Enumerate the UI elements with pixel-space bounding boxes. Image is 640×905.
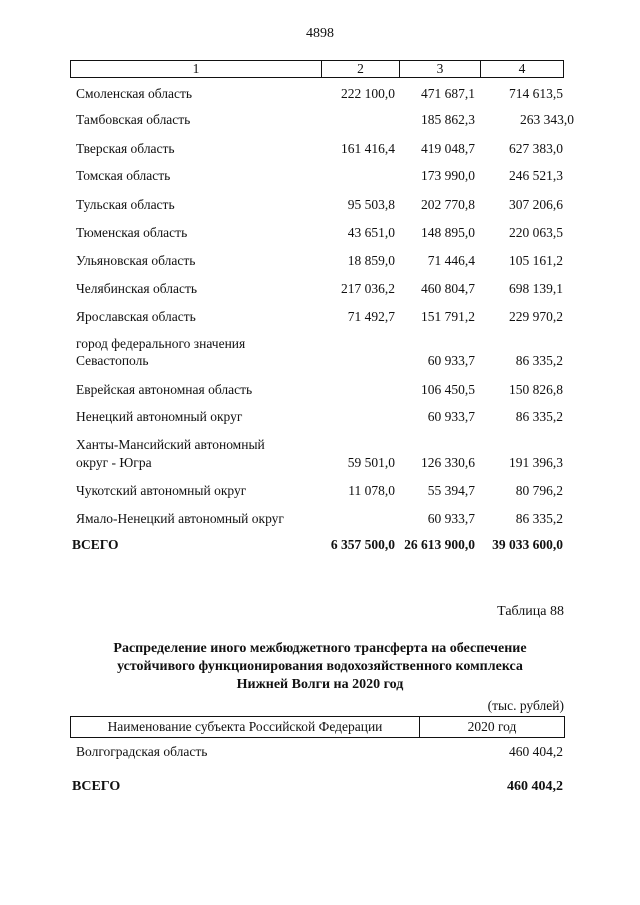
table1-header — [70, 60, 564, 78]
value-col-3: 60 933,7 — [427, 353, 475, 368]
value-col-3: 148 895,0 — [421, 225, 475, 240]
value-2020: 460 404,2 — [509, 744, 563, 759]
total-col-2: 6 357 500,0 — [330, 537, 395, 552]
region-name: Челябинская область — [76, 281, 198, 296]
value-col-3: 71 446,4 — [427, 253, 475, 268]
value-col-3: 106 450,5 — [421, 382, 475, 397]
value-col-2: 95 503,8 — [347, 197, 395, 212]
value-col-3: 55 394,7 — [427, 483, 475, 498]
table-title-line-2: устойчивого функционирования водохозяйственного комплекса — [117, 659, 523, 674]
page-number: 4898 — [306, 26, 334, 41]
total-col-4: 39 033 600,0 — [492, 537, 563, 552]
table1-header-col-1: 1 — [71, 61, 322, 77]
region-name: Тверская область — [76, 141, 175, 156]
region-name: Томская область — [76, 168, 171, 183]
region-name-line-2: округ - Югра — [76, 455, 152, 470]
region-name: Ульяновская область — [76, 253, 196, 268]
value-col-4: 627 383,0 — [509, 141, 563, 156]
region-name: Тюменская область — [76, 225, 188, 240]
value-col-4: 105 161,2 — [509, 253, 563, 268]
region-name: Еврейская автономная область — [76, 382, 253, 397]
value-col-4: 698 139,1 — [509, 281, 563, 296]
value-col-4: 80 796,2 — [515, 483, 563, 498]
value-col-3: 60 933,7 — [427, 409, 475, 424]
table1-header-col-4: 4 — [518, 61, 526, 76]
value-col-3: 60 933,7 — [427, 511, 475, 526]
table2-header-col-1: Наименование субъекта Российской Федерации — [71, 717, 420, 737]
region-name: Ярославская область — [76, 309, 196, 324]
total-label: ВСЕГО — [72, 537, 119, 552]
table1-header-col-3: 3 — [400, 61, 481, 77]
total-value-2020: 460 404,2 — [507, 779, 563, 794]
value-col-2: 11 078,0 — [348, 483, 395, 498]
region-name-line-1: город федерального значения — [76, 336, 246, 351]
value-col-3: 126 330,6 — [421, 455, 475, 470]
region-name-line-2: Севастополь — [76, 353, 149, 368]
total-label: ВСЕГО — [72, 779, 121, 794]
value-col-4: 307 206,6 — [509, 197, 563, 212]
value-col-4: 86 335,2 — [515, 353, 563, 368]
value-col-3: 419 048,7 — [421, 141, 475, 156]
value-col-3: 185 862,3 — [421, 112, 475, 127]
table2-header — [70, 716, 565, 738]
table-title-line-1: Распределение иного межбюджетного трансферта на обеспечение — [113, 641, 527, 656]
value-col-3: 460 804,7 — [421, 281, 475, 296]
value-col-2: 71 492,7 — [347, 309, 395, 324]
value-col-2: 217 036,2 — [341, 281, 395, 296]
region-name: Тульская область — [76, 197, 175, 212]
value-col-4: 229 970,2 — [509, 309, 563, 324]
value-col-4: 86 335,2 — [515, 511, 563, 526]
region-name: Смоленская область — [76, 86, 193, 101]
region-name: Тамбовская область — [76, 112, 191, 127]
value-col-3: 471 687,1 — [421, 86, 475, 101]
value-col-4: 191 396,3 — [509, 455, 563, 470]
region-name: Ненецкий автономный округ — [76, 409, 243, 424]
region-name: Волгоградская область — [76, 744, 208, 759]
value-col-2: 222 100,0 — [341, 86, 395, 101]
region-name: Ямало-Ненецкий автономный округ — [76, 511, 284, 526]
value-col-2: 43 651,0 — [347, 225, 395, 240]
value-col-3: 151 791,2 — [421, 309, 475, 324]
table1-header-col-2: 2 — [322, 61, 400, 77]
value-col-2: 59 501,0 — [347, 455, 395, 470]
table-title-line-3: Нижней Волги на 2020 год — [236, 677, 404, 692]
value-col-4: 220 063,5 — [509, 225, 563, 240]
value-col-3: 173 990,0 — [421, 168, 475, 183]
table-label: Таблица 88 — [497, 604, 564, 619]
value-col-2: 18 859,0 — [347, 253, 395, 268]
table-title — [60, 640, 580, 694]
value-col-3: 202 770,8 — [421, 197, 475, 212]
value-col-4: 86 335,2 — [515, 409, 563, 424]
unit-label: (тыс. рублей) — [487, 698, 564, 713]
region-name-line-1: Ханты-Мансийский автономный — [76, 437, 265, 452]
total-col-3: 26 613 900,0 — [404, 537, 475, 552]
value-col-4: 150 826,8 — [509, 382, 563, 397]
value-col-4: 246 521,3 — [509, 168, 563, 183]
value-col-4: 714 613,5 — [509, 86, 563, 101]
table2-header-col-2: 2020 год — [467, 719, 517, 734]
region-name: Чукотский автономный округ — [76, 483, 247, 498]
value-col-4: 263 343,0 — [520, 112, 574, 127]
value-col-2: 161 416,4 — [341, 141, 395, 156]
